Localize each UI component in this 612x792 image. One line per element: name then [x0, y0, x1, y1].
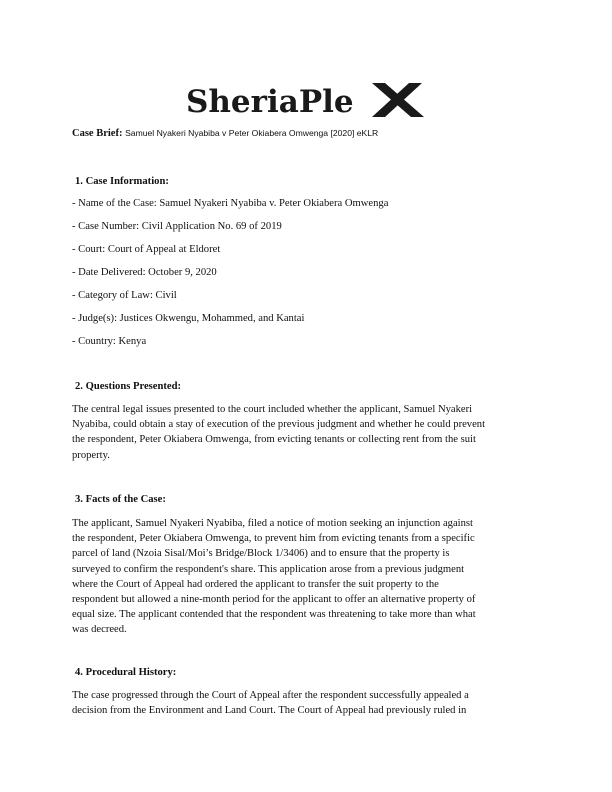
facts-paragraph: [72, 516, 542, 638]
section-heading-questions-presented: 2. Questions Presented:: [75, 381, 182, 392]
case-info-country: - Country: Kenya: [72, 336, 147, 347]
paragraph-line: decision from the Environment and Land Court. The Court of Appeal had previously ruled in: [72, 705, 467, 717]
section-heading-case-information: 1. Case Information:: [75, 176, 169, 187]
logo-graphic: [186, 79, 426, 119]
case-brief-label: Case Brief:: [72, 128, 123, 139]
paragraph-line: The case progressed through the Court of Appeal after the respondent successfully appealed a: [72, 690, 469, 701]
paragraph-line: parcel of land (Nzoia Sisal/Moi’s Bridge/Block 1/3406) and to ensure that the property is: [72, 548, 450, 560]
paragraph-line: respondent but allowed a nine-month period for the applicant to offer an alternative property of: [72, 594, 476, 606]
paragraph-line: The central legal issues presented to the court included whether the applicant, Samuel Nyakeri: [72, 404, 473, 415]
case-info-court: - Court: Court of Appeal at Eldoret: [72, 244, 221, 255]
case-info-date: - Date Delivered: October 9, 2020: [72, 267, 217, 278]
section-heading-procedural-history: 4. Procedural History:: [75, 667, 177, 678]
logo-wordmark: SheriaPle: [186, 84, 354, 119]
paragraph-line: surveyed to confirm the respondent's share. This application arose from a previous judgment: [72, 563, 465, 575]
paragraph-line: equal size. The applicant contended that the respondent was threatening to take more than what: [72, 609, 476, 621]
case-brief-title: [72, 128, 378, 139]
sheriaplex-logo: [0, 79, 612, 119]
case-info-number: - Case Number: Civil Application No. 69 of 2019: [72, 221, 282, 232]
paragraph-line: the respondent, Peter Okiabera Omwenga, from evicting tenants or collecting rent from the suit: [72, 434, 476, 446]
paragraph-line: the respondent, Peter Okiabera Omwenga, to prevent him from evicting tenants from a specific: [72, 533, 475, 545]
paragraph-line: The applicant, Samuel Nyakeri Nyabiba, filed a notice of motion seeking an injunction against: [72, 518, 473, 529]
questions-presented-paragraph: [72, 402, 542, 463]
case-info-judges: - Judge(s): Justices Okwengu, Mohammed, and Kantai: [72, 313, 305, 324]
case-brief-value: Samuel Nyakeri Nyabiba v Peter Okiabera Omwenga [2020] eKLR: [125, 128, 379, 138]
section-heading-facts-of-the-case: 3. Facts of the Case:: [75, 494, 166, 505]
case-info-name: - Name of the Case: Samuel Nyakeri Nyabiba v. Peter Okiabera Omwenga: [72, 198, 389, 209]
paragraph-line: was decreed.: [72, 624, 127, 636]
paragraph-line: property.: [72, 449, 110, 461]
case-info-category: - Category of Law: Civil: [72, 290, 177, 301]
paragraph-line: where the Court of Appeal had ordered the applicant to transfer the suit property to the: [72, 578, 439, 590]
procedural-history-paragraph: [72, 688, 542, 718]
logo-x-mark: [372, 83, 424, 117]
paragraph-line: Nyabiba, could obtain a stay of execution of the previous judgment and whether he could prevent: [72, 419, 486, 431]
